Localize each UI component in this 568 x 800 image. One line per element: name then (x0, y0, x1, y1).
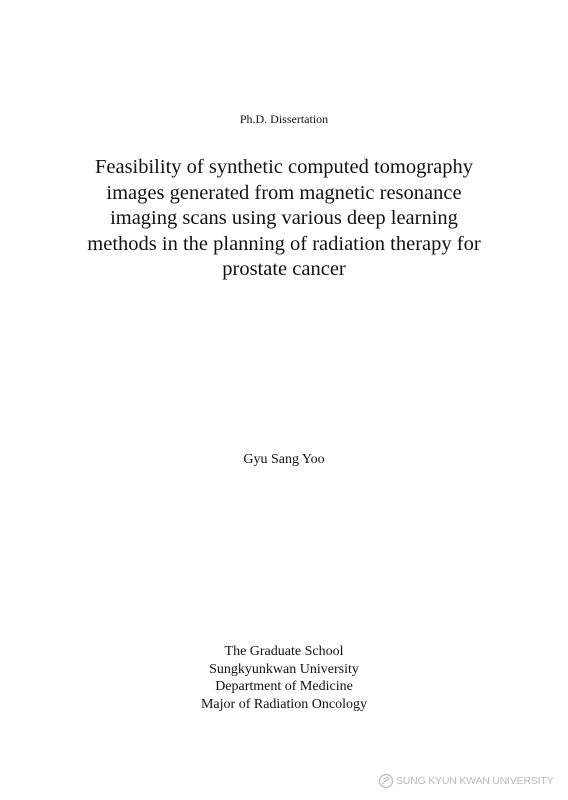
affiliation-line: Sungkyunkwan University (209, 661, 359, 677)
title-line: Feasibility of synthetic computed tomography (94, 156, 474, 178)
university-logo-icon (378, 773, 394, 789)
affiliation-block (0, 643, 568, 713)
title-line: images generated from magnetic resonance (106, 181, 462, 204)
title-line: prostate cancer (222, 258, 346, 280)
affiliation-line: Major of Radiation Oncology (200, 696, 368, 712)
affiliation-line: The Graduate School (224, 644, 344, 659)
affiliation-line: Department of Medicine (215, 679, 353, 694)
title-line: imaging scans using various deep learning (110, 207, 458, 229)
title-line: methods in the planning of radiation therapy for (87, 232, 481, 255)
watermark-text: SUNG KYUN KWAN UNIVERSITY (396, 775, 554, 787)
university-watermark (378, 772, 553, 790)
document-type-label: Ph.D. Dissertation (239, 112, 329, 126)
dissertation-title (54, 155, 514, 283)
author-name: Gyu Sang Yoo (243, 452, 325, 467)
